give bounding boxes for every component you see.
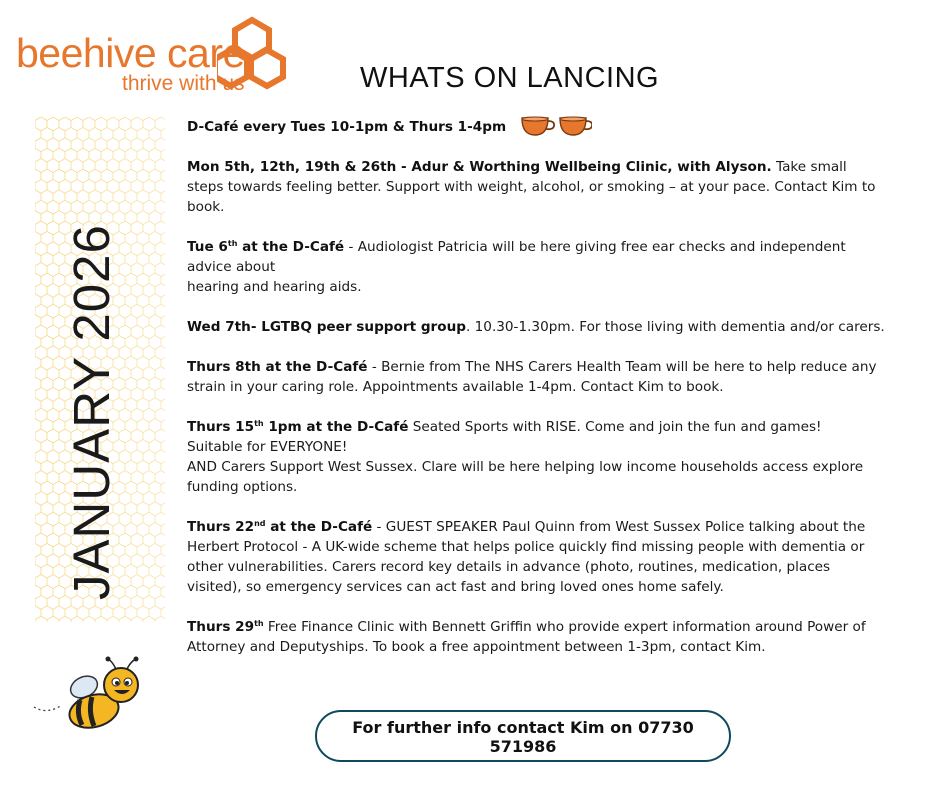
event-text: Seated Sports with RISE. Come and join the fun and games! <box>408 419 822 435</box>
event-heading: Wed 7th- LGTBQ peer support group <box>187 319 466 335</box>
list-item <box>187 115 887 137</box>
events-list <box>187 115 887 677</box>
event-text: Free Finance Clinic with Bennett Griffin who provide expert information around Power of Attorney and Deputyships. To book a free appointment between 1-3pm, contact Kim. <box>187 619 866 655</box>
contact-text: For further info contact Kim on 07730 571986 <box>352 718 694 756</box>
event-heading: Tue 6th at the D-Café <box>187 239 345 255</box>
list-item <box>187 317 887 337</box>
contact-banner <box>315 710 731 762</box>
list-item <box>187 517 887 597</box>
event-text: . 10.30-1.30pm. For those living with dementia and/or carers. <box>466 319 885 335</box>
list-item <box>187 357 887 397</box>
list-item <box>187 417 887 497</box>
page-title: WHATS ON LANCING <box>360 62 660 94</box>
event-heading: Thurs 15th 1pm at the D-Café <box>187 419 409 435</box>
event-text: Suitable for EVERYONE! <box>187 439 348 455</box>
event-heading: Mon 5th, 12th, 19th & 26th - Adur & Worthing Wellbeing Clinic, with Alyson. <box>187 159 772 175</box>
month-label: JANUARY 2026 <box>63 224 120 600</box>
event-text: - GUEST SPEAKER Paul Quinn from West Sussex Police talking about the Herbert Protocol - A UK-wide scheme that helps police quickly find missing people with dementia or other vulnerabilities. Carers record key details in advance (photo, routines, medication, places visited), so emergency services can act fast and bring loved ones home safely. <box>187 519 866 595</box>
event-heading: D-Café every Tues 10-1pm & Thurs 1-4pm <box>187 119 507 135</box>
event-text: - Audiologist Patricia will be here giving free ear checks and independent advice about <box>187 239 846 275</box>
bee-icon <box>32 655 147 730</box>
beehive-care-logo <box>12 12 282 102</box>
list-item <box>187 237 887 297</box>
event-text: hearing and hearing aids. <box>187 279 362 295</box>
event-text: - Bernie from The NHS Carers Health Team will be here to help reduce any strain in your caring role. Appointments available 1-4pm. Contact Kim to book. <box>187 359 877 395</box>
logo-tagline: thrive with us <box>122 72 245 95</box>
logo-name: beehive care <box>16 30 245 76</box>
event-text: AND Carers Support West Sussex. Clare will be here helping low income households access explore funding options. <box>187 459 864 495</box>
event-heading: Thurs 22nd at the D-Café <box>187 519 373 535</box>
event-heading: Thurs 29th <box>187 619 264 635</box>
list-item <box>187 157 887 217</box>
event-text: Take small steps towards feeling better. Support with weight, alcohol, or smoking – at your pace. Contact Kim to book. <box>187 159 876 215</box>
list-item <box>187 617 887 657</box>
coffee-cup-icon <box>520 115 592 137</box>
event-heading: Thurs 8th at the D-Café <box>187 359 368 375</box>
